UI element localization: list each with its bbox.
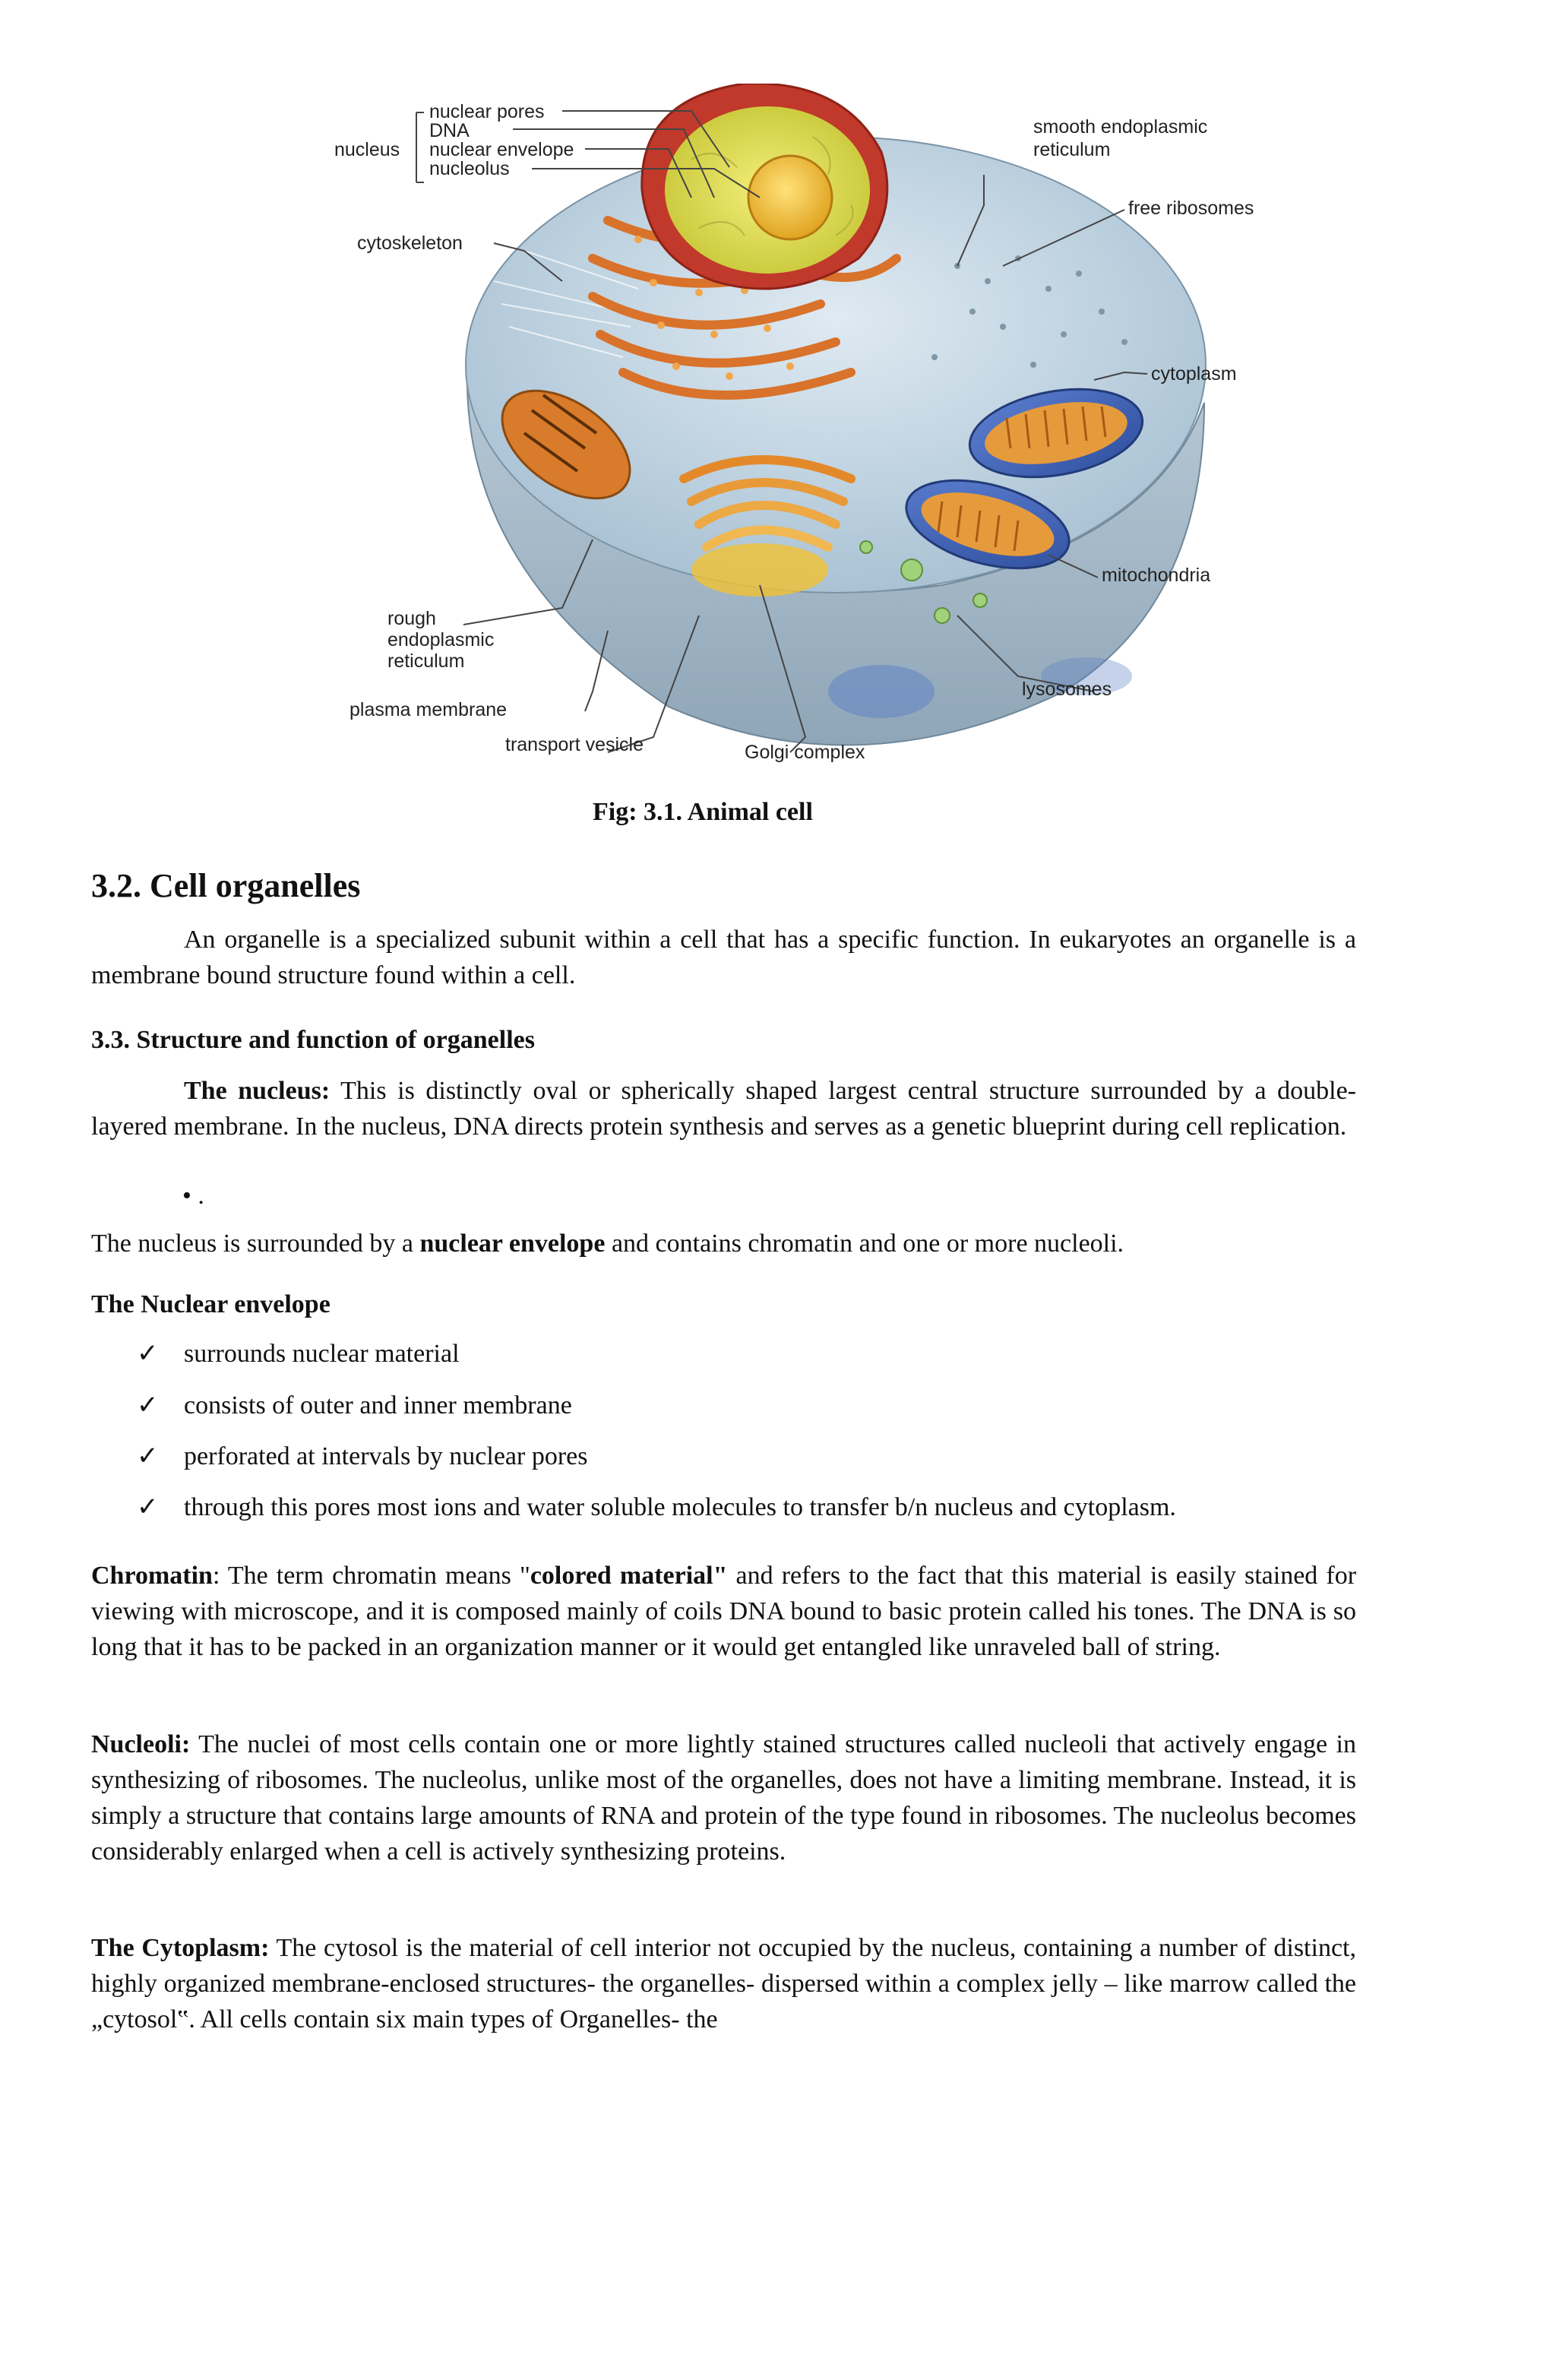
label-rough-er-line1: rough xyxy=(387,608,436,629)
section-heading-cell-organelles: 3.2. Cell organelles xyxy=(91,867,361,904)
chromatin-part2: and refers to the fact that this material is easily stained for viewing with microscope, and it is composed mainly of coils DNA bound to basic protein called his tones. The DNA is so long that it has to be packed in an organization manner or it would get entangled like unraveled ball of string. xyxy=(91,1562,1357,1661)
label-smooth-er-line1: smooth endoplasmic xyxy=(1033,116,1208,138)
label-smooth-er-line2: reticulum xyxy=(1033,139,1111,160)
surround-text-post: and contains chromatin and one or more nucleoli. xyxy=(605,1230,1124,1258)
check-icon: ✓ xyxy=(137,1340,159,1368)
animal-cell-illustration xyxy=(334,84,1292,783)
chromatin-paragraph xyxy=(91,1558,1356,1665)
surround-text-pre: The nucleus is surrounded by a xyxy=(91,1230,420,1258)
check-icon: ✓ xyxy=(137,1493,159,1521)
chromatin-term: Chromatin xyxy=(91,1562,213,1590)
cytoplasm-term: The Cytoplasm: xyxy=(91,1934,270,1962)
label-transport-vesicle: transport vesicle xyxy=(505,734,644,755)
label-free-ribosomes: free ribosomes xyxy=(1128,198,1254,219)
surround-text-bold: nuclear envelope xyxy=(419,1230,606,1258)
label-lysosomes: lysosomes xyxy=(1022,679,1112,700)
check-list-item xyxy=(137,1438,1356,1474)
cell-organelles-paragraph: An organelle is a specialized subunit within a cell that has a specific function. In eukaryotes an organelle is a membrane bound structure found within a cell. xyxy=(91,926,1356,989)
check-icon: ✓ xyxy=(137,1442,159,1470)
nucleus-surround-line xyxy=(91,1230,1124,1258)
label-nucleolus: nucleolus xyxy=(429,158,510,179)
label-cytoskeleton: cytoskeleton xyxy=(357,233,463,254)
cytoplasm-body: The cytosol is the material of cell interior not occupied by the nucleus, containing a number of distinct, highly organized membrane-enclosed structures- the organelles- dispersed within a complex jelly – like marrow called the „cytosol‟. All cells contain six main types of Organelles- the xyxy=(91,1934,1356,2033)
label-golgi-complex: Golgi complex xyxy=(745,742,865,763)
check-item-text: consists of outer and inner membrane xyxy=(184,1391,572,1419)
golgi-vesicle xyxy=(691,543,828,597)
label-mitochondria: mitochondria xyxy=(1102,565,1211,586)
nucleus-shape xyxy=(642,84,887,289)
label-rough-er-line2: endoplasmic xyxy=(387,629,495,650)
check-item-text: through this pores most ions and water soluble molecules to transfer b/n nucleus and cytoplasm. xyxy=(184,1493,1176,1521)
check-item-text: perforated at intervals by nuclear pores xyxy=(184,1442,588,1470)
check-list-item xyxy=(137,1489,1356,1525)
nucleus-term: The nucleus: xyxy=(184,1077,330,1105)
nucleoli-paragraph xyxy=(91,1726,1356,1869)
label-rough-er-line3: reticulum xyxy=(387,650,465,672)
cytoplasm-paragraph xyxy=(91,1930,1356,2037)
animal-cell-figure xyxy=(334,84,1292,783)
check-icon: ✓ xyxy=(137,1391,159,1419)
label-nucleus: nucleus xyxy=(334,139,400,160)
vacuole-shape xyxy=(828,665,935,718)
check-list-item xyxy=(137,1336,1356,1372)
section-heading-structure-function: 3.3. Structure and function of organelles xyxy=(91,1026,535,1054)
bullet-point: • . xyxy=(182,1182,204,1210)
chromatin-part1: : The term chromatin means " xyxy=(212,1562,530,1590)
check-item-text: surrounds nuclear material xyxy=(184,1340,460,1368)
label-plasma-membrane: plasma membrane xyxy=(349,699,508,720)
label-cytoplasm: cytoplasm xyxy=(1151,363,1237,385)
nucleus-body: This is distinctly oval or spherically shaped largest central structure surrounded by a double-layered membrane. In the nucleus, DNA directs protein synthesis and serves as a genetic blueprint during cell replication. xyxy=(91,1077,1356,1141)
check-list-item xyxy=(137,1388,1356,1423)
chromatin-bold: colored material" xyxy=(530,1562,728,1590)
nuclear-envelope-heading: The Nuclear envelope xyxy=(91,1290,330,1318)
figure-caption: Fig: 3.1. Animal cell xyxy=(593,798,813,826)
nucleoli-body: The nuclei of most cells contain one or more lightly stained structures called nucleoli that actively engage in synthesizing of ribosomes. The nucleolus, unlike most of the organelles, does not have a limiting membrane. Instead, it is simply a structure that contains large amounts of RNA and protein of the type found in ribosomes. The nucleolus becomes considerably enlarged when a cell is actively synthesizing proteins. xyxy=(91,1730,1356,1866)
label-nuclear-envelope: nuclear envelope xyxy=(429,139,574,160)
nucleoli-term: Nucleoli: xyxy=(91,1730,191,1758)
nucleus-paragraph xyxy=(91,1073,1356,1144)
label-nuclear-pores: nuclear pores xyxy=(429,101,545,122)
label-dna: DNA xyxy=(429,120,470,141)
